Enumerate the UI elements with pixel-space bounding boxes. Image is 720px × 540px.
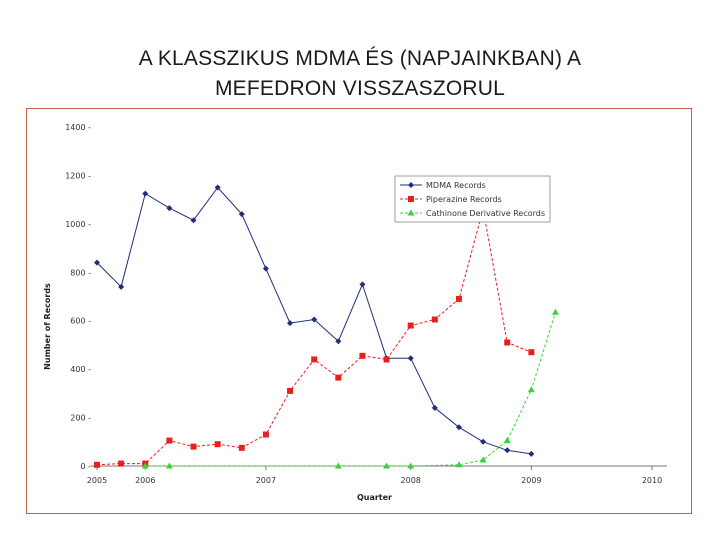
data-point: [528, 451, 534, 457]
data-point: [215, 441, 221, 447]
data-point: [504, 340, 510, 346]
data-point: [263, 266, 269, 272]
y-tick-label: 800 -: [70, 268, 91, 278]
slide-title-line-2: MEFEDRON VISSZASZORUL: [214, 77, 506, 100]
y-tick-label: 1400 -: [65, 123, 91, 132]
y-tick-label: 0 -: [80, 462, 91, 471]
chart-frame: [26, 108, 692, 514]
x-axis-label: Quarter: [356, 493, 393, 502]
data-point: [480, 439, 486, 445]
x-tick-label: 2007: [255, 476, 277, 485]
y-tick-label: 200 -: [70, 413, 91, 423]
series-line: [145, 312, 555, 466]
series-line: [97, 209, 531, 464]
x-tick-label: 2009: [521, 476, 542, 485]
slide-title: [60, 44, 660, 104]
data-point: [287, 388, 293, 394]
data-point: [504, 437, 511, 443]
data-point: [191, 444, 197, 450]
line-chart: [27, 109, 691, 513]
x-tick-label: 2010: [641, 476, 663, 485]
data-point: [263, 432, 269, 438]
data-point: [408, 323, 414, 329]
data-point: [552, 309, 559, 315]
legend-item-label: Piperazine Records: [426, 195, 502, 204]
slide-title-line-1: A KLASSZIKUS MDMA ÉS (NAPJAINKBAN) A: [138, 47, 582, 70]
legend-item-label: MDMA Records: [426, 181, 486, 190]
data-point: [94, 462, 100, 468]
data-point: [504, 447, 510, 453]
data-point: [239, 445, 245, 451]
data-point: [359, 353, 365, 359]
data-point: [432, 317, 438, 323]
y-tick-label: 600 -: [70, 316, 91, 326]
y-tick-label: 1200 -: [65, 171, 91, 181]
data-point: [335, 375, 341, 381]
data-point: [384, 356, 390, 362]
x-tick-label: 2008: [400, 476, 421, 485]
data-point: [456, 296, 462, 302]
data-point: [166, 438, 172, 444]
data-point: [142, 191, 148, 197]
data-point: [408, 196, 414, 202]
legend-item-label: Cathinone Derivative Records: [426, 209, 546, 218]
data-point: [359, 281, 365, 287]
x-tick-label: 2006: [135, 476, 156, 485]
y-tick-label: 400 -: [70, 365, 91, 375]
data-point: [408, 355, 414, 361]
y-axis-label: Number of Records: [43, 283, 52, 370]
data-point: [528, 386, 535, 392]
x-tick-label: 2005: [86, 476, 108, 485]
data-point: [287, 320, 293, 326]
data-point: [311, 356, 317, 362]
y-tick-label: 1000 -: [65, 219, 91, 229]
data-point: [118, 461, 124, 467]
data-point: [166, 205, 172, 211]
data-point: [528, 349, 534, 355]
